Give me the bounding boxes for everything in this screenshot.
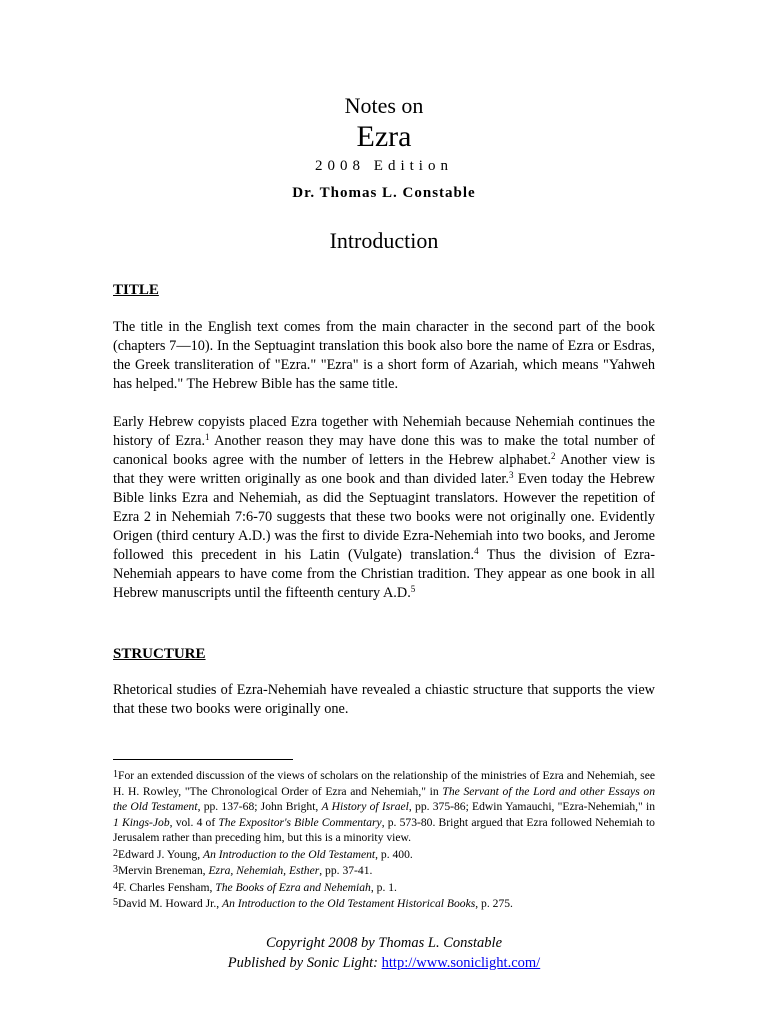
structure-heading: STRUCTURE xyxy=(113,646,206,662)
section-title: Introduction xyxy=(329,228,439,253)
paragraph-text: Another reason they may have done this was to make the total number of canonical books agree with the number of letters in the Hebrew alphabet. xyxy=(113,433,655,468)
title-paragraph-2 xyxy=(113,413,655,603)
footnote-text: , pp. 37-41. xyxy=(319,864,373,877)
footnote-ref-1: 1 xyxy=(205,432,210,442)
footnote-ref-2: 2 xyxy=(551,451,556,461)
footnote-citation: Ezra, Nehemiah, Esther xyxy=(208,864,320,877)
paragraph-text: Thus the division of Ezra-Nehemiah appears to have come from the Christian tradition. They appear as one book in all Hebrew manuscripts until the fifteenth century A.D. xyxy=(113,547,655,601)
edition-label: 2008 Edition xyxy=(315,158,453,174)
paragraph-text: Another view is that they were written originally as one book and than divided later. xyxy=(113,452,656,487)
footnote-number: 1 xyxy=(113,769,118,780)
paragraph-text: Even today the Hebrew Bible links Ezra and Nehemiah, as did the Septuagint translators. However the repetition of Ezra 2 in Nehemiah 7:6-70 suggests that these two books were not originally one. Evidently Origen (third century A.D.) was the first to divide Ezra-Nehemiah into two books, and Jerome followed this precedent in his Latin (Vulgate) translation. xyxy=(113,471,656,563)
footnote-number: 4 xyxy=(113,880,118,892)
publisher-line xyxy=(0,953,768,973)
copyright-line: Copyright 2008 by Thomas L. Constable xyxy=(265,935,503,951)
footnote-text: Edward J. Young, xyxy=(118,847,204,861)
footnote-number: 5 xyxy=(113,897,118,908)
footnote-text: , vol. 4 of xyxy=(169,815,219,829)
author-name: Dr. Thomas L. Constable xyxy=(292,185,476,201)
footnote-text: , pp. 137-68; John Bright, xyxy=(197,800,322,813)
footnote-text: , pp. 375-86; Edwin Yamauchi, "Ezra-Nehemiah," in xyxy=(408,800,656,813)
footnote-text: For an extended discussion of the views of scholars on the relationship of the ministries of Ezra and Nehemiah, see H. H. Rowley, "The Chronological Order of Ezra and Nehemiah," in xyxy=(113,769,655,798)
footnote-3 xyxy=(113,862,655,879)
footnote-text: F. Charles Fensham, xyxy=(118,880,216,894)
title-heading: TITLE xyxy=(113,282,159,298)
footnote-citation: An Introduction to the Old Testament xyxy=(203,847,376,861)
footnote-1 xyxy=(113,767,655,846)
footnote-number: 2 xyxy=(113,847,118,859)
structure-paragraph-1: Rhetorical studies of Ezra-Nehemiah have revealed a chiastic structure that supports the view that these two books were originally one. xyxy=(113,682,655,717)
notes-on-label: Notes on xyxy=(344,93,424,118)
footnote-citation: 1 Kings-Job xyxy=(113,815,170,829)
footnote-4 xyxy=(113,879,655,896)
footnote-ref-5: 5 xyxy=(410,584,416,594)
footnote-citation: The Expositor's Bible Commentary xyxy=(218,815,382,829)
book-title: Ezra xyxy=(356,120,412,153)
footnote-text: , p. 275. xyxy=(475,897,513,910)
publisher-label: Published by Sonic Light: xyxy=(227,955,382,971)
footnote-citation: An Introduction to the Old Testament Historical Books xyxy=(222,897,476,910)
paragraph-text: Early Hebrew copyists placed Ezra together with Nehemiah because Nehemiah continues the history of Ezra. xyxy=(113,414,655,449)
footnote-ref-4: 4 xyxy=(474,546,479,556)
footnote-text: Mervin Breneman, xyxy=(118,864,209,877)
footnote-text: , p. 573-80. Bright argued that Ezra followed Nehemiah to Jerusalem rather than preceding him, but this is a minority view. xyxy=(113,815,655,844)
footnote-divider xyxy=(113,759,293,760)
footnote-text: , p. 400. xyxy=(375,847,413,861)
title-paragraph-1: The title in the English text comes from the main character in the second part of the book (chapters 7—10). In the Septuagint translation this book also bore the name of Ezra or Esdras, the Greek transliteration of "Ezra." "Ezra" is a short form of Azariah, which means "Yahweh has helped." The Hebrew Bible has the same title. xyxy=(113,319,655,392)
footnote-citation: A History of Israel xyxy=(321,800,409,813)
footnote-number: 3 xyxy=(113,864,118,875)
footnote-5 xyxy=(113,895,655,912)
footnote-ref-3: 3 xyxy=(508,470,514,480)
copyright-footer xyxy=(0,933,768,973)
footnote-text: David M. Howard Jr., xyxy=(118,897,223,910)
footnotes xyxy=(113,767,655,912)
publisher-link[interactable]: http://www.soniclight.com/ xyxy=(381,955,541,971)
footnote-text: , p. 1. xyxy=(370,880,397,894)
footnote-2 xyxy=(113,846,655,863)
footnote-citation: The Books of Ezra and Nehemiah xyxy=(215,880,371,894)
footnote-citation: The Servant of the Lord and other Essays on the Old Testament xyxy=(113,784,655,813)
